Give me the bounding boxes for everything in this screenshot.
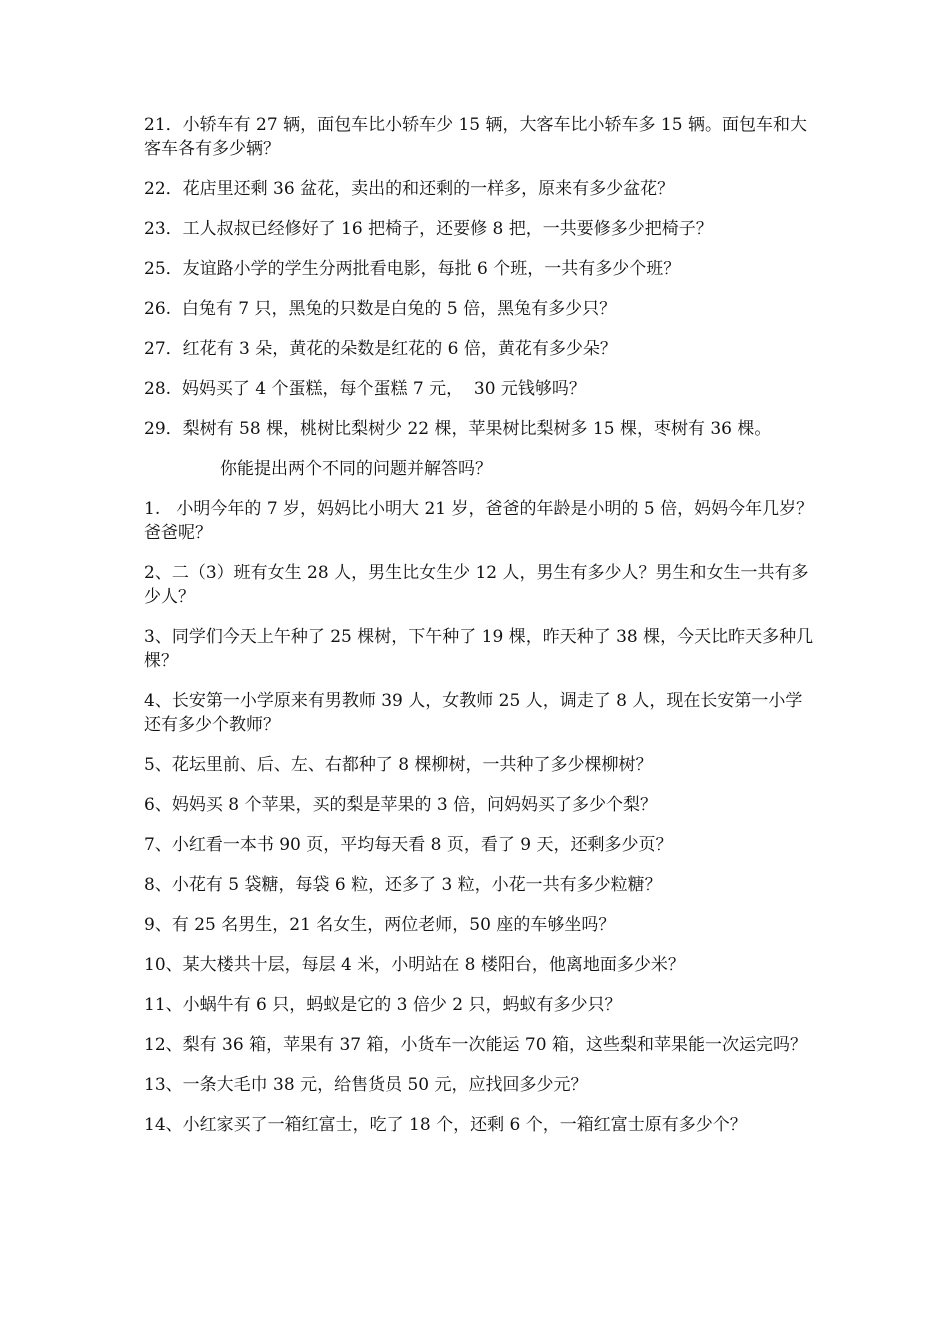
problem-12: 12、梨有 36 箱，苹果有 37 箱，小货车一次能运 70 箱，这些梨和苹果能一次运完吗？ xyxy=(144,1035,807,1055)
problem-11: 11、小蜗牛有 6 只，蚂蚁是它的 3 倍少 2 只，蚂蚁有多少只？ xyxy=(144,995,622,1015)
problem-13: 13、一条大毛巾 38 元，给售货员 50 元，应找回多少元？ xyxy=(144,1075,588,1095)
question-22: 22．花店里还剩 36 盆花，卖出的和还剩的一样多，原来有多少盆花？ xyxy=(144,179,675,199)
question-29: 29．梨树有 58 棵，桃树比梨树少 22 棵，苹果树比梨树多 15 棵，枣树有 36 棵。 xyxy=(144,419,772,439)
problem-2: 2、二（3）班有女生 28 人，男生比女生少 12 人，男生有多少人？男生和女生一共有多少人？ xyxy=(144,563,809,607)
question-27: 27．红花有 3 朵，黄花的朵数是红花的 6 倍，黄花有多少朵？ xyxy=(144,339,617,359)
question-23: 23．工人叔叔已经修好了 16 把椅子，还要修 8 把，一共要修多少把椅子？ xyxy=(144,219,713,239)
problem-14: 14、小红家买了一箱红富士，吃了 18 个，还剩 6 个，一箱红富士原有多少个？ xyxy=(144,1115,747,1135)
problem-8: 8、小花有 5 袋糖，每袋 6 粒，还多了 3 粒，小花一共有多少粒糖？ xyxy=(144,875,662,895)
problem-4: 4、长安第一小学原来有男教师 39 人，女教师 25 人，调走了 8 人，现在长安第一小学还有多少个教师？ xyxy=(144,691,803,735)
problem-9: 9、有 25 名男生，21 名女生，两位老师，50 座的车够坐吗？ xyxy=(144,915,616,935)
question-28: 28. 妈妈买了 4 个蛋糕，每个蛋糕 7 元， 30 元钱够吗？ xyxy=(144,379,586,399)
question-26: 26. 白兔有 7 只，黑兔的只数是白兔的 5 倍，黑兔有多少只？ xyxy=(144,299,617,319)
problem-7: 7、小红看一本书 90 页，平均每天看 8 页，看了 9 天，还剩多少页？ xyxy=(144,835,673,855)
problem-3: 3、同学们今天上午种了 25 棵树，下午种了 19 棵，昨天种了 38 棵，今天比昨天多种几棵？ xyxy=(144,627,814,671)
section-subheading: 你能提出两个不同的问题并解答吗？ xyxy=(220,459,492,479)
problem-5: 5、花坛里前、后、左、右都种了 8 棵柳树，一共种了多少棵柳树？ xyxy=(144,755,653,775)
document-page xyxy=(144,113,814,1153)
problem-10: 10、某大楼共十层，每层 4 米，小明站在 8 楼阳台，他离地面多少米？ xyxy=(144,955,685,975)
problem-1: 1. 小明今年的 7 岁，妈妈比小明大 21 岁，爸爸的年龄是小明的 5 倍，妈妈今年几岁？爸爸呢？ xyxy=(144,499,814,543)
question-21: 21．小轿车有 27 辆，面包车比小轿车少 15 辆，大客车比小轿车多 15 辆。面包车和大客车各有多少辆？ xyxy=(144,115,807,159)
question-25: 25．友谊路小学的学生分两批看电影，每批 6 个班，一共有多少个班？ xyxy=(144,259,681,279)
problem-6: 6、妈妈买 8 个苹果，买的梨是苹果的 3 倍，问妈妈买了多少个梨？ xyxy=(144,795,658,815)
